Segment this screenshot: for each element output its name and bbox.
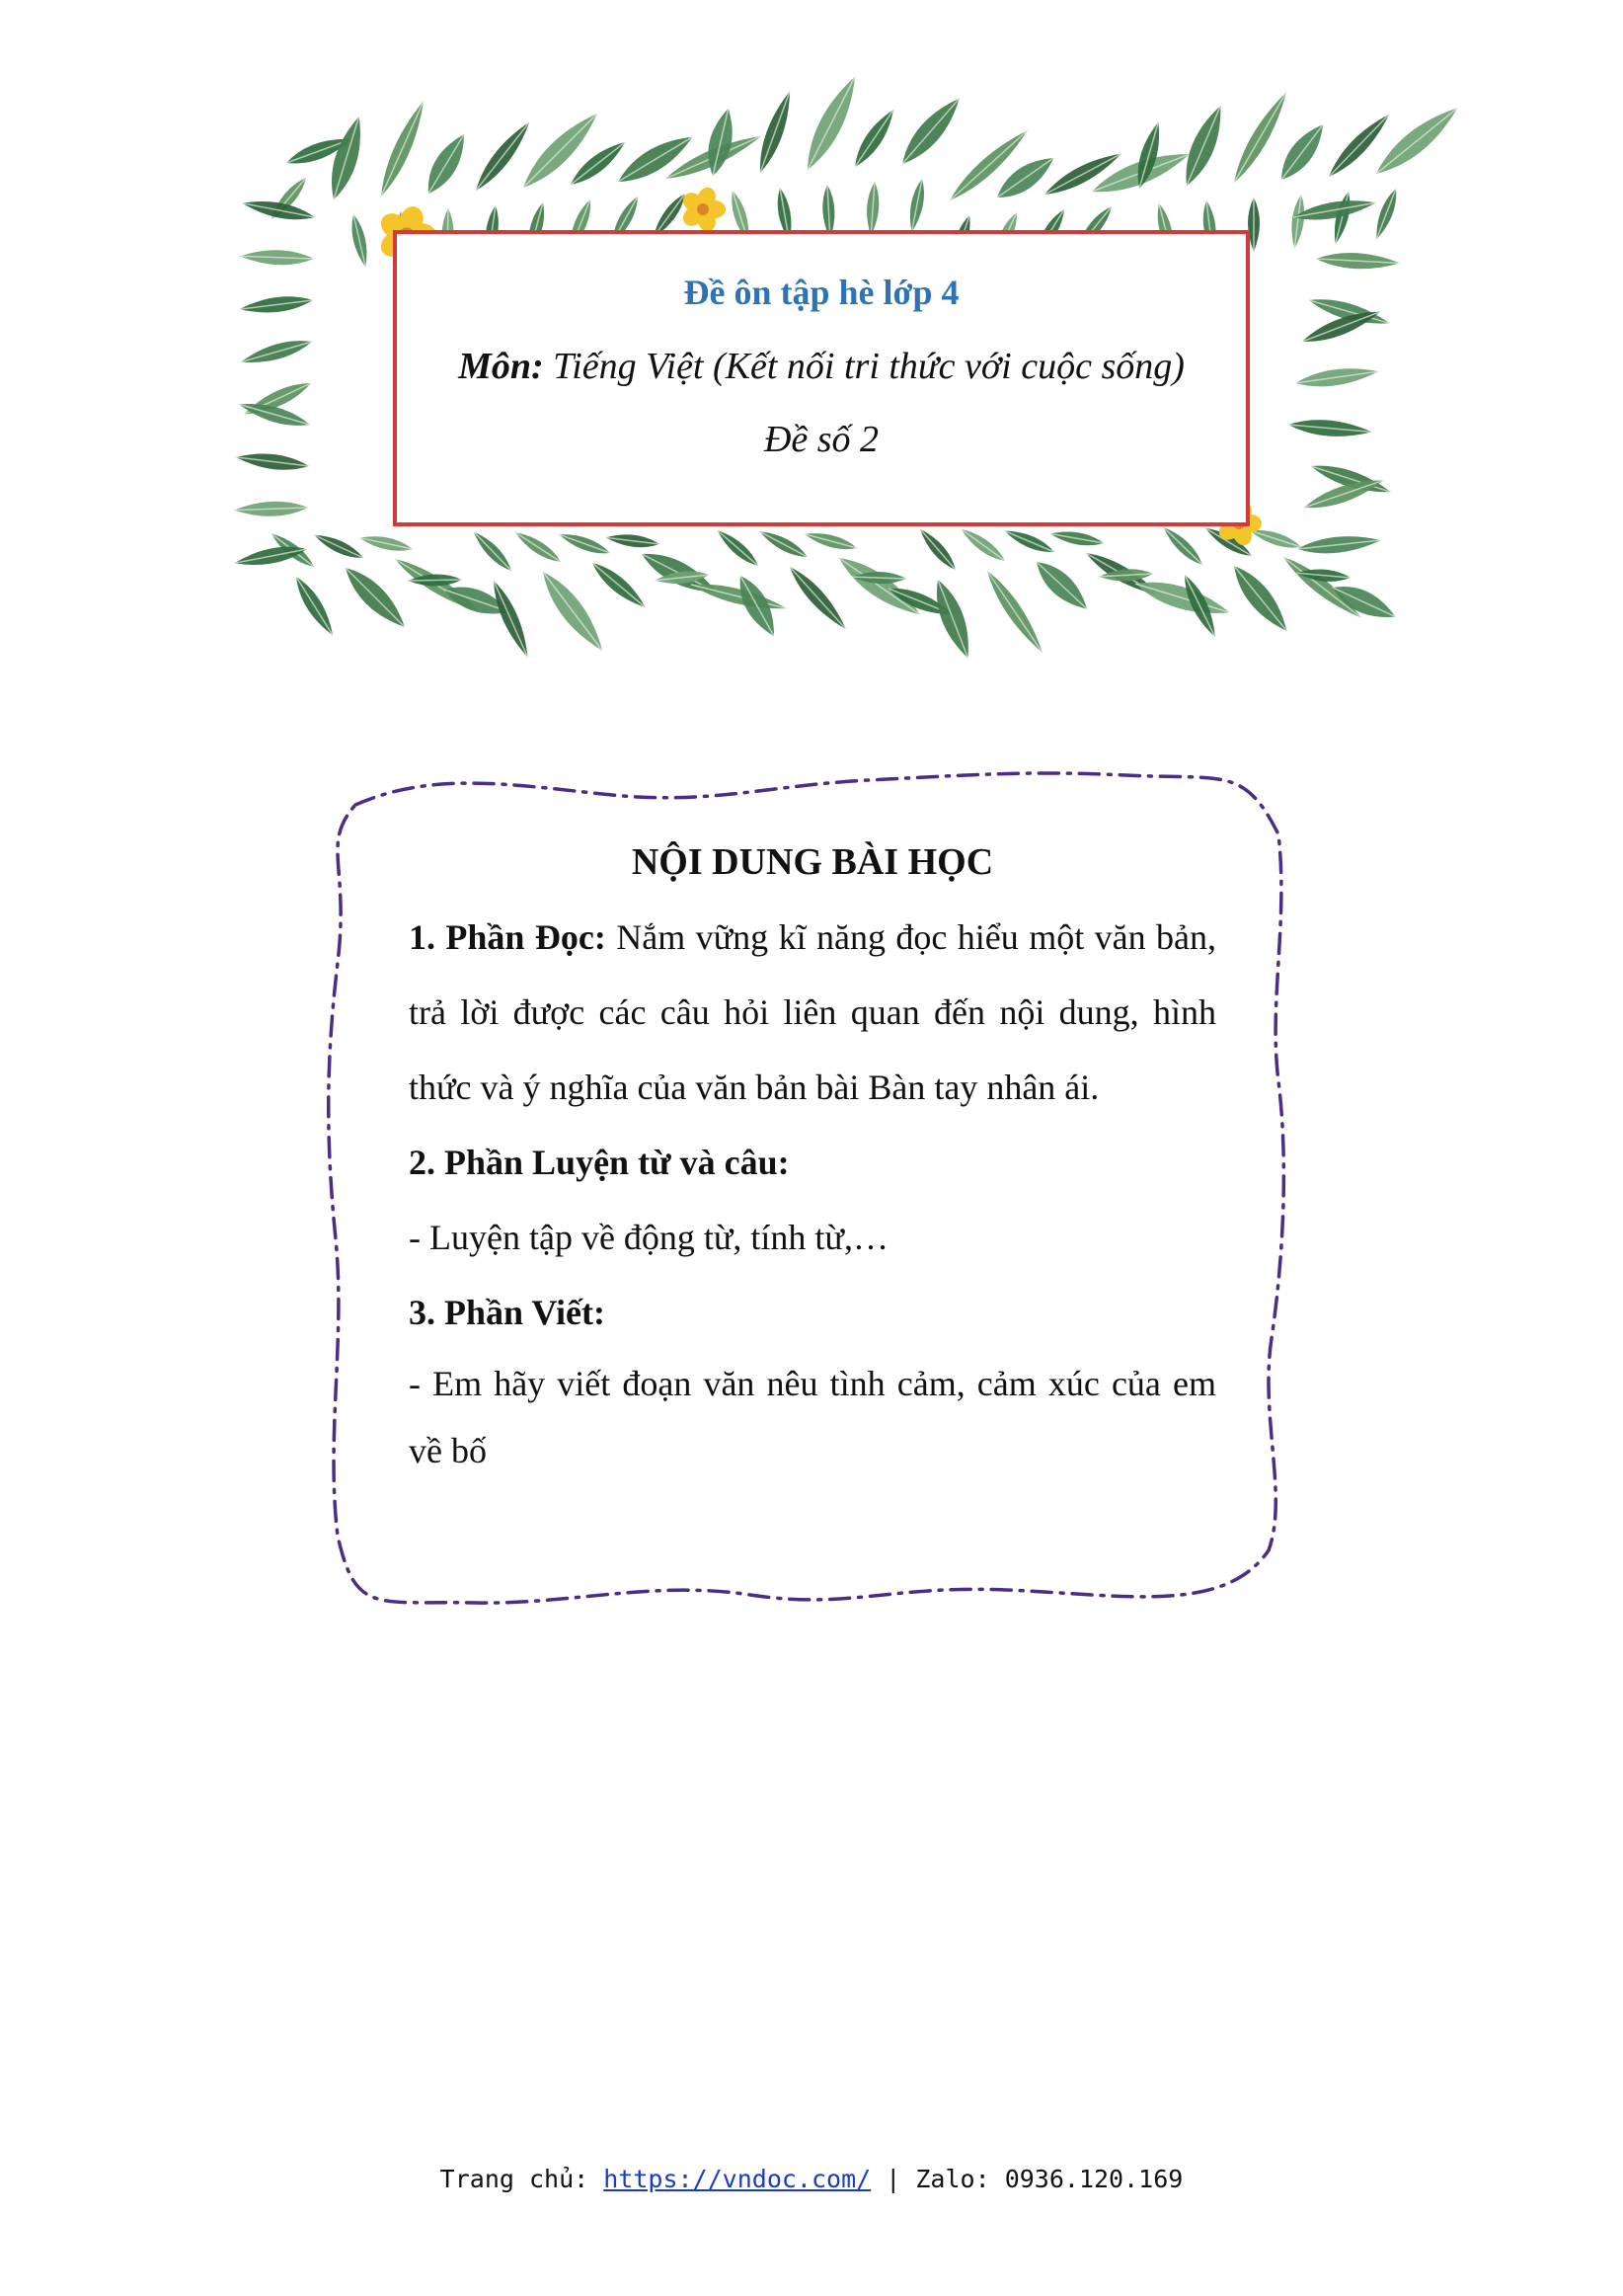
section-reading-text: Nắm vững kĩ năng đọc hiểu một văn bản, trả lời được các câu hỏi liên quan đến nội dung, hình thức và ý nghĩa của văn bản bài Bàn tay nhân ái. <box>409 917 1217 1107</box>
leaf-icon <box>290 573 340 639</box>
leaf-icon <box>1371 187 1402 242</box>
section-writing-text: - Em hãy viết đoạn văn nêu tình cảm, cảm xúc của em về bố <box>409 1364 1216 1470</box>
leaf-icon <box>752 89 797 176</box>
flower-icon <box>679 185 726 233</box>
leaf-icon <box>1049 528 1105 549</box>
leaf-icon <box>239 335 314 369</box>
leaf-icon <box>534 565 611 657</box>
title-box <box>393 230 1250 526</box>
leaf-icon <box>1273 118 1332 186</box>
leaf-icon <box>469 527 515 575</box>
leaf-icon <box>338 560 413 635</box>
leaf-icon <box>928 576 978 662</box>
leaf-icon <box>487 578 534 661</box>
section-writing-label: 3. Phần Viết: <box>409 1293 606 1332</box>
leaf-icon <box>1316 251 1401 271</box>
leaf-icon <box>945 124 1033 206</box>
leaf-icon <box>587 557 650 612</box>
leaf-icon <box>757 526 811 562</box>
lesson-heading: NỘI DUNG BÀI HỌC <box>631 841 994 883</box>
leaf-icon <box>312 529 366 563</box>
leaf-icon <box>1041 147 1124 201</box>
leaf-icon <box>235 449 310 473</box>
footer <box>0 2165 1623 2193</box>
exam-number: Đề số 2 <box>763 419 880 460</box>
leaf-icon <box>803 528 858 554</box>
leaf-icon <box>1287 417 1372 439</box>
footer-home-label: Trang chủ: <box>439 2165 589 2193</box>
leaf-icon <box>358 532 414 555</box>
page-title: Đề ôn tập hè lớp 4 <box>683 273 960 312</box>
leaf-icon <box>605 531 660 550</box>
leaf-icon <box>1292 195 1377 225</box>
leaf-icon <box>323 114 369 203</box>
leaf-icon <box>784 562 851 634</box>
footer-zalo-number: 0936.120.169 <box>1004 2165 1184 2193</box>
leaf-icon <box>515 106 605 196</box>
leaf-icon <box>906 178 928 233</box>
leaf-icon <box>1369 100 1464 183</box>
leaf-icon <box>833 549 927 623</box>
leaf-icon <box>557 529 612 559</box>
subject-value: Tiếng Việt (Kết nối tri thức với cuộc sống) <box>553 346 1185 387</box>
leaf-icon <box>714 525 762 570</box>
leaf-icon <box>894 91 967 171</box>
leaf-icon <box>981 567 1048 657</box>
leaf-icon <box>848 105 899 171</box>
leaf-icon <box>865 182 881 237</box>
leaf-icon <box>239 293 314 317</box>
leaf-icon <box>512 527 565 567</box>
leaf-icon <box>1002 525 1056 558</box>
section-vocab-text: - Luyện tập về động từ, tính từ,… <box>409 1218 889 1257</box>
leaf-icon <box>240 249 314 267</box>
leaf-icon <box>1132 573 1233 622</box>
leaf-icon <box>1159 522 1206 569</box>
section-reading <box>409 900 1216 1125</box>
leaf-icon <box>1029 554 1094 617</box>
leaf-icon <box>241 196 316 224</box>
leaf-icon <box>234 501 308 518</box>
section-vocab-label: 2. Phần Luyện từ và câu: <box>409 1143 790 1182</box>
leaf-icon <box>958 524 1009 566</box>
leaf-icon <box>1294 363 1379 391</box>
leaf-icon <box>348 213 371 269</box>
leaf-icon <box>1177 102 1231 191</box>
subject-line <box>397 345 1246 388</box>
leaf-icon <box>420 128 474 198</box>
leaf-icon <box>612 127 698 191</box>
footer-zalo-label: Zalo: <box>915 2165 990 2193</box>
footer-home-link[interactable]: https://vndoc.com/ <box>603 2165 872 2193</box>
leaf-icon <box>798 72 865 175</box>
leaf-icon <box>374 98 431 199</box>
leaf-icon <box>915 525 960 574</box>
leaf-icon <box>1225 559 1295 638</box>
leaf-icon <box>1288 194 1307 249</box>
lesson-content <box>409 825 1216 1484</box>
subject-label: Môn: <box>458 346 544 387</box>
footer-separator: | <box>886 2165 901 2193</box>
section-reading-label: 1. Phần Đọc: <box>409 917 606 957</box>
leaf-icon <box>1296 532 1381 557</box>
